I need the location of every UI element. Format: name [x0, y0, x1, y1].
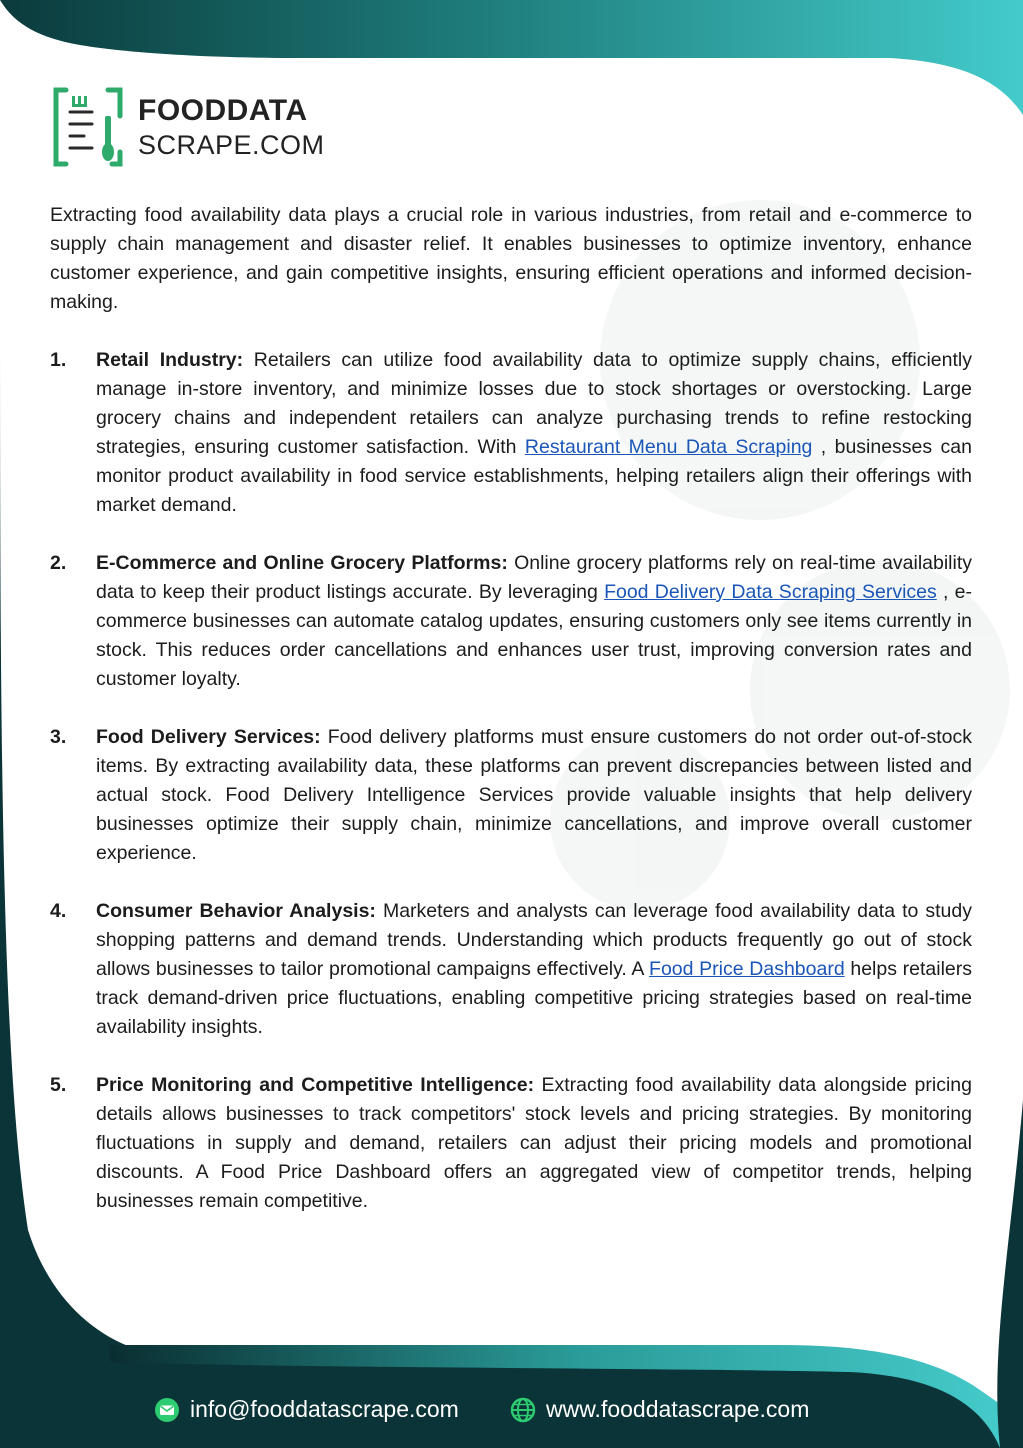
list-text: Retailers can utilize food availability data to optimize supply chains, efficiently manage in-store inventory, and minimize losses due to stock shortages or overstocking. Large grocery chains and independent retailers can analyze purchasing trends to refine restocking strategies, ensuring customer satisfaction. With: [96, 349, 973, 458]
footer-website-text: www.fooddatascrape.com: [546, 1396, 810, 1422]
brand-name-line2: SCRAPE.COM: [138, 130, 325, 160]
list-text: Food delivery platforms must ensure customers do not order out-of-stock items. By extracting availability data, these platforms can prevent discrepancies between listed and actual stock. Food Delivery Intelligence Services provide valuable insights that help delivery businesses optimize their supply chain, minimize cancellations, and improve overall customer experience.: [96, 726, 972, 864]
list-heading: E-Commerce and Online Grocery Platforms:: [96, 552, 508, 574]
food-price-dashboard-link[interactable]: Food Price Dashboard: [649, 958, 845, 980]
restaurant-menu-scraping-link[interactable]: Restaurant Menu Data Scraping: [524, 436, 813, 458]
logo-document-icon: [52, 86, 128, 168]
brand-logo[interactable]: [52, 86, 342, 168]
list-number: 2.: [50, 552, 67, 574]
list-number: 5.: [50, 1074, 67, 1096]
industry-list: [50, 346, 972, 1216]
list-text-after: , businesses can monitor product availability in food service establishments, helping retailers align their offerings with market demand.: [96, 436, 972, 516]
list-heading: Retail Industry:: [96, 349, 244, 371]
footer-email-text: info@fooddatascrape.com: [190, 1396, 459, 1422]
list-item-consumer-behavior: [50, 897, 972, 1042]
list-item-ecommerce: [50, 549, 972, 694]
globe-icon: [510, 1397, 536, 1423]
list-number: 4.: [50, 900, 67, 922]
list-item-price-monitoring: [50, 1071, 972, 1216]
list-item-retail: [50, 346, 972, 520]
article-body: [50, 201, 972, 1245]
list-text: Extracting food availability data alongside pricing details allows businesses to track competitors' stock levels and pricing strategies. By monitoring fluctuations in supply and demand, retailers can adjust their pricing models and promotional discounts. A Food Price Dashboard offers an aggregated view of competitor trends, helping businesses remain competitive.: [96, 1074, 972, 1212]
list-heading: Consumer Behavior Analysis:: [96, 900, 376, 922]
list-number: 1.: [50, 349, 67, 371]
list-text: Online grocery platforms rely on real-time availability data to keep their product listings accurate. By leveraging: [96, 552, 973, 603]
list-text: Marketers and analysts can leverage food availability data to study shopping patterns and demand trends. Understanding which products frequently go out of stock allows businesses to tailor promotional campaigns effectively. A: [96, 900, 973, 980]
footer-website[interactable]: [510, 1396, 809, 1423]
list-heading: Food Delivery Services:: [96, 726, 321, 748]
list-text-after: helps retailers track demand-driven price fluctuations, enabling competitive pricing strategies based on real-time availability insights.: [96, 958, 972, 1038]
intro-paragraph: Extracting food availability data plays a crucial role in various industries, from retail and e-commerce to supply chain management and disaster relief. It enables businesses to optimize inventory, enhance customer experience, and gain competitive insights, ensuring efficient operations and informed decision-making.: [50, 204, 972, 313]
footer-email[interactable]: [154, 1396, 459, 1423]
list-number: 3.: [50, 726, 67, 748]
list-text-after: , e-commerce businesses can automate catalog updates, ensuring customers only see items currently in stock. This reduces order cancellations and enhances user trust, improving conversion rates and customer loyalty.: [96, 581, 972, 690]
list-item-food-delivery: [50, 723, 972, 868]
food-delivery-scraping-link[interactable]: Food Delivery Data Scraping Services: [604, 581, 937, 603]
footer-contact-bar: [0, 1392, 1023, 1432]
brand-name-line1: FOODDATA: [138, 94, 308, 127]
email-icon: [154, 1397, 180, 1423]
list-heading: Price Monitoring and Competitive Intelligence:: [96, 1074, 535, 1096]
